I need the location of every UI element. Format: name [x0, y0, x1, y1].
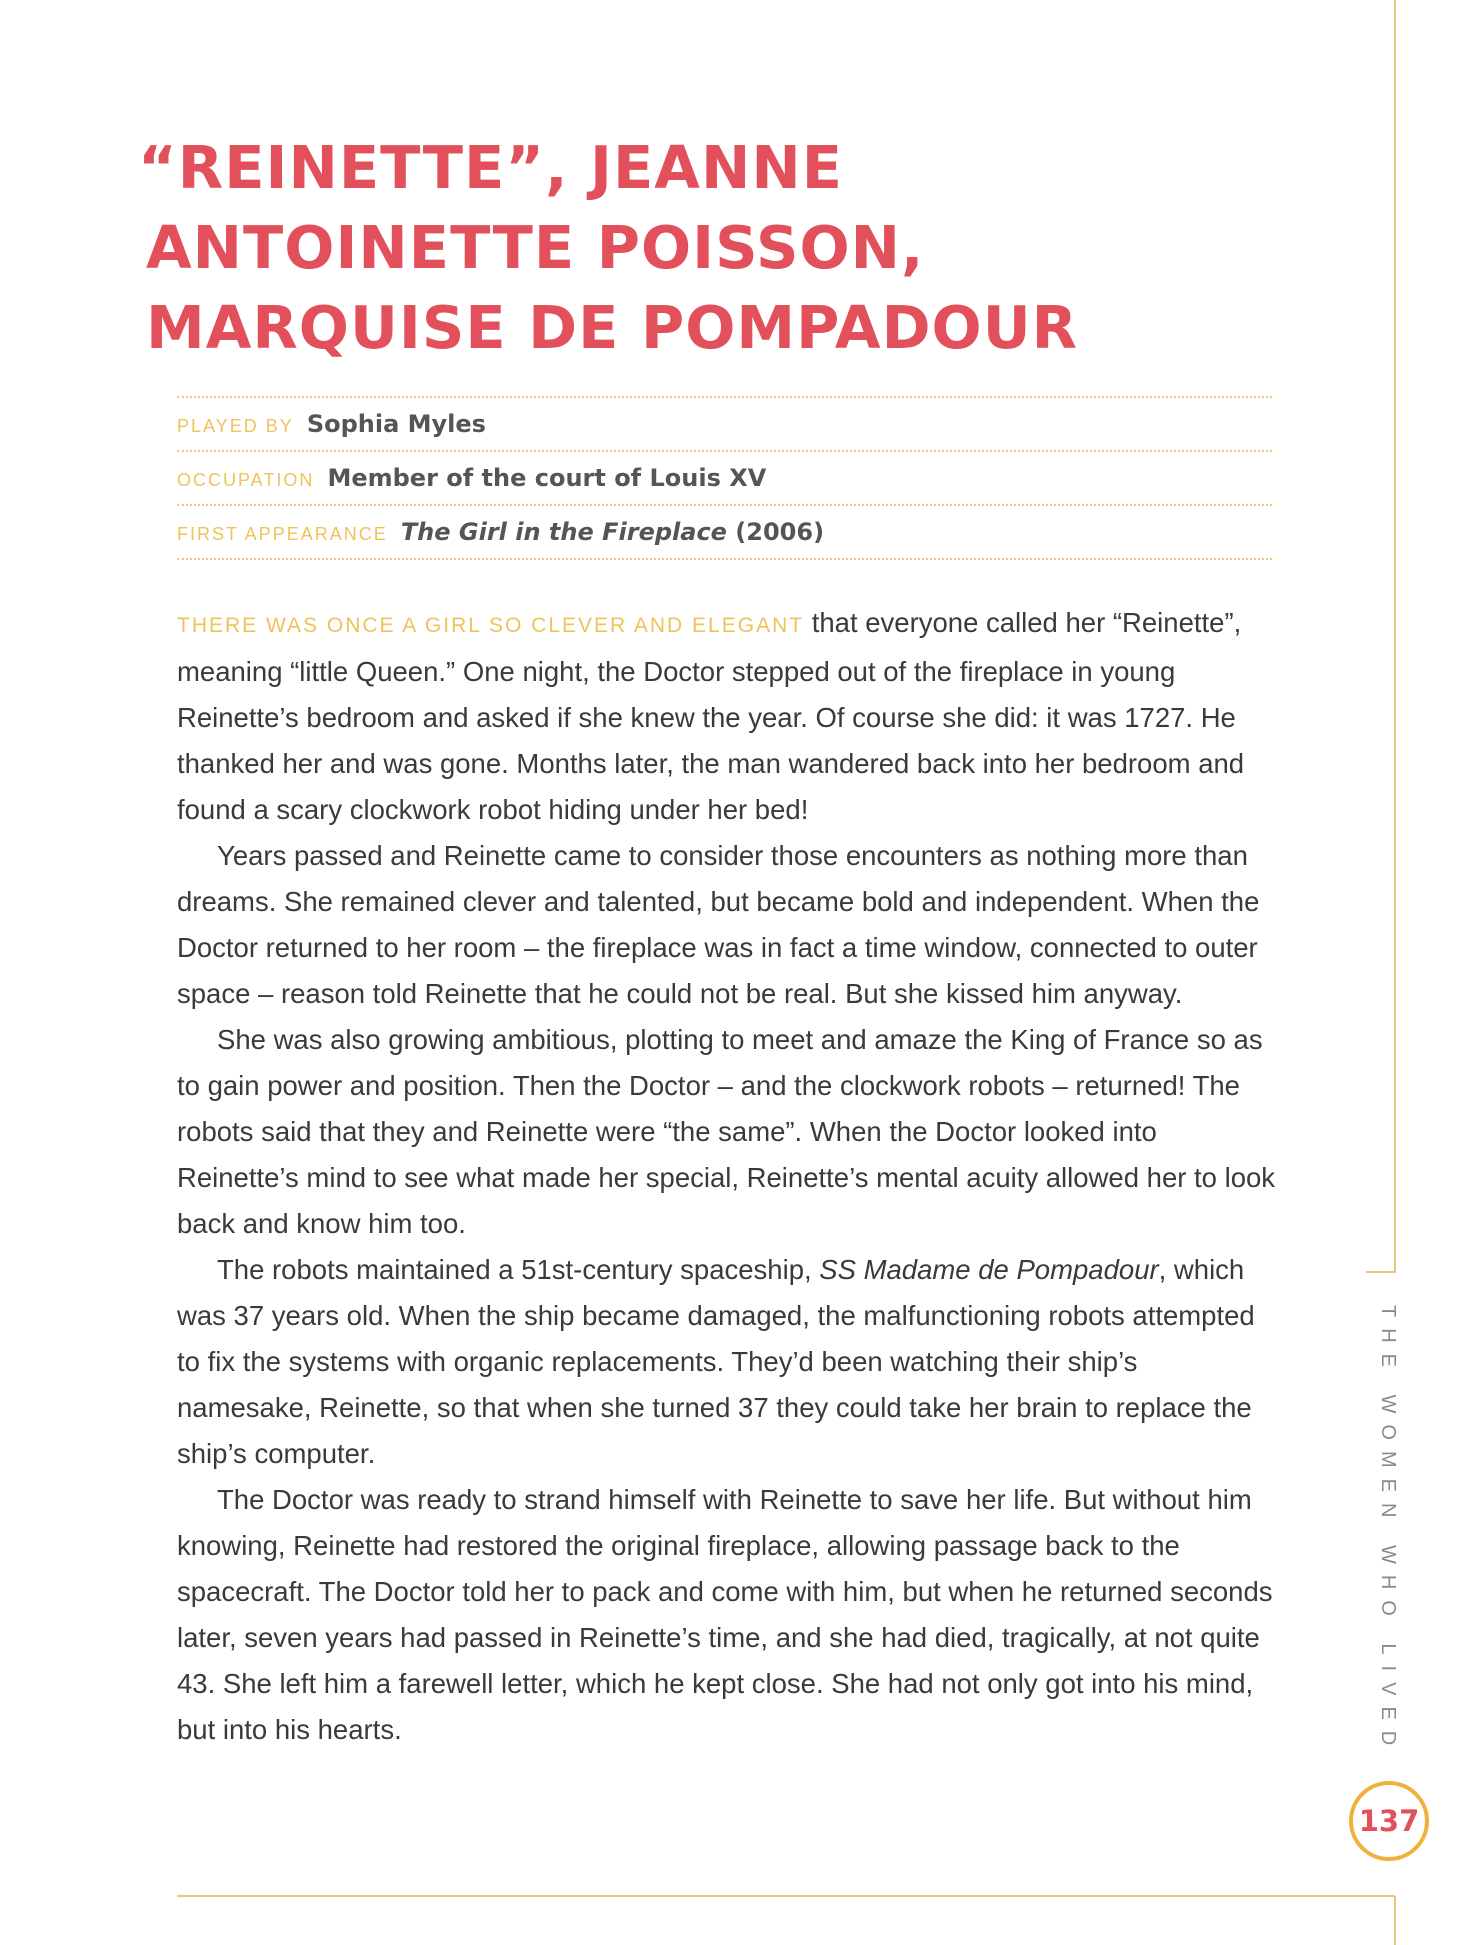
first-appearance-year: (2006): [726, 518, 825, 546]
occupation-row: [177, 450, 1272, 504]
character-info-box: [177, 396, 1272, 560]
article-body: [177, 600, 1277, 1753]
paragraph-1-text: that everyone called her “Reinette”, meaning “little Queen.” One night, the Doctor stepped out of the fireplace in young Reinette’s bedroom and asked if she knew the year. Of course she did: it was 1727. He thanked her and was gone. Months later, the man wandered back into her bedroom and found a scary clockwork robot hiding under her bed!: [177, 607, 1245, 825]
occupation-label: OCCUPATION: [177, 470, 315, 490]
page-title: [138, 128, 1266, 368]
title-line-1: “REINETTE”, JEANNE: [138, 133, 843, 202]
played-by-value: Sophia Myles: [306, 410, 486, 438]
margin-rule-vertical: [1394, 0, 1396, 1272]
paragraph-4: [177, 1247, 1277, 1477]
paragraph-5: The Doctor was ready to strand himself with Reinette to save her life. But without him knowing, Reinette had restored the original fireplace, allowing passage back to the spacecraft. The Doctor told her to pack and come with him, but when he returned seconds later, seven years had passed in Reinette’s time, and she had died, tragically, at not quite 43. She left him a farewell letter, which he kept close. She had not only got into his mind, but into his hearts.: [177, 1484, 1273, 1745]
margin-rule-tick: [1366, 1271, 1396, 1273]
paragraph-3: She was also growing ambitious, plotting to meet and amaze the King of France so as to gain power and position. Then the Doctor – and the clockwork robots – returned! The robots said that they and Reinette were “the same”. When the Doctor looked into Reinette’s mind to see what made her special, Reinette’s mental acuity allowed her to look back and know him too.: [177, 1024, 1276, 1239]
running-head: THE WOMEN WHO LIVED: [1377, 1305, 1399, 1757]
first-appearance-label: FIRST APPEARANCE: [177, 524, 388, 544]
lead-in-text: THERE WAS ONCE A GIRL SO CLEVER AND ELEGANT: [177, 614, 805, 637]
title-line-2: ANTOINETTE POISSON,: [146, 213, 925, 282]
title-line-3: MARQUISE DE POMPADOUR: [146, 293, 1079, 362]
paragraph-2: Years passed and Reinette came to consider those encounters as nothing more than dreams. She remained clever and talented, but became bold and independent. When the Doctor returned to her room – the fireplace was in fact a time window, connected to outer space – reason told Reinette that he could not be real. But she kissed him anyway.: [177, 840, 1260, 1009]
paragraph-1: [177, 600, 1277, 833]
footer-rule-vertical: [1394, 1896, 1396, 1945]
footer-rule: [177, 1895, 1395, 1897]
played-by-row: [177, 396, 1272, 450]
paragraph-4-text-start: The robots maintained a 51st-century spaceship,: [217, 1254, 820, 1285]
page-number: 137: [1349, 1781, 1429, 1861]
ship-name: SS Madame de Pompadour: [819, 1254, 1159, 1285]
occupation-value: Member of the court of Louis XV: [327, 464, 767, 492]
first-appearance-title: The Girl in the Fireplace: [400, 518, 727, 546]
played-by-label: PLAYED BY: [177, 416, 294, 436]
first-appearance-row: [177, 504, 1272, 560]
paragraph-4-text-end: , which was 37 years old. When the ship became damaged, the malfunctioning robots attempted to fix the systems with organic replacements. They’d been watching their ship’s namesake, Reinette, so that when she turned 37 they could take her brain to replace the ship’s computer.: [177, 1254, 1255, 1469]
